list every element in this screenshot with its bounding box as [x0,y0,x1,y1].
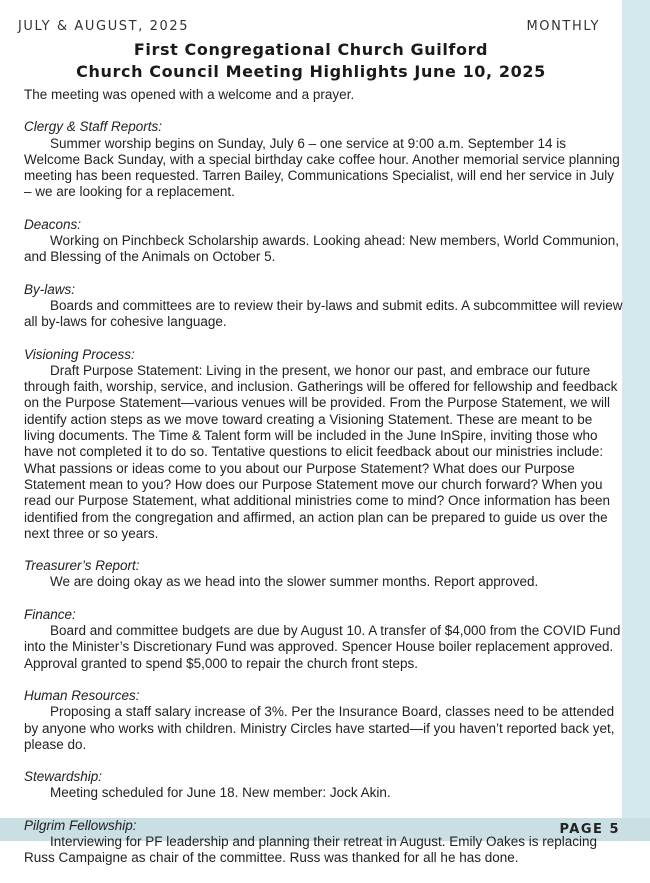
page-title-line1: First Congregational Church Guilford [133,40,489,59]
section-body: Meeting scheduled for June 18. New member: Jock Akin. [50,785,391,801]
page-number: PAGE 5 [559,822,620,837]
section-clergy-staff [24,119,624,200]
section-body: Summer worship begins on Sunday, July 6 – one service at 9:00 a.m. September 14 is Welcome Back Sunday, with a special birthday cake coffee hour. Another memorial service planning meeting has been requested. Tarren Bailey, Communications Specialist, will end her service in July – we are looking for a replacement. [24,135,620,200]
section-title: Finance: [24,606,76,622]
section-by-laws [24,282,624,331]
issue-date: JULY & AUGUST, 2025 [18,19,190,34]
section-visioning-process [24,347,624,543]
side-decorative-bar [622,0,650,841]
section-finance [24,607,624,672]
section-pilgrim-fellowship [24,818,624,867]
section-body: Proposing a staff salary increase of 3%. Per the Insurance Board, classes need to be attended by anyone who works with children. Ministry Circles have started—if you haven’t reported back yet, please do. [24,704,615,752]
section-title: By-laws: [24,281,76,297]
section-body: Interviewing for PF leadership and planning their retreat in August. Emily Oakes is replacing Russ Campaigne as chair of the committee. Russ was thanked for all he has done. [24,833,598,866]
section-treasurers-report [24,558,624,591]
section-body: Draft Purpose Statement: Living in the present, we honor our past, and embrace our future through faith, worship, service, and inclusion. Gatherings will be offered for fellowship and feedback on the Purpose Statement—various venues will be provided. From the Purpose Statement, we will identify action steps as we move toward creating a Visioning Statement. These are meant to be living documents. The Time & Talent form will be included in the June InSpire, inviting those who have not completed it to do so. Tentative questions to elicit feedback about our ministries include: What passions or ideas come to you about our Purpose Statement? What does our Purpose Statement mean to you? How does our Purpose Statement move our church forward? When you read our Purpose Statement, what additional ministries come to mind? Once information has been identified from the congregation and affirmed, an action plan can be prepared to guide us over the next three or so years. [24,362,618,541]
section-title: Stewardship: [24,769,103,785]
issue-frequency: MONTHLY [526,19,600,34]
section-title: Deacons: [24,216,82,232]
section-body: We are doing okay as we head into the slower summer months. Report approved. [50,574,539,590]
section-body: Boards and committees are to review their by-laws and submit edits. A subcommittee will review all by-laws for cohesive language. [24,297,623,330]
section-title: Treasurer’s Report: [24,558,140,574]
page-title-line2: Church Council Meeting Highlights June 10, 2025 [76,62,546,81]
intro-text: The meeting was opened with a welcome and a prayer. [24,87,355,102]
section-human-resources [24,688,624,753]
meeting-highlights [24,87,624,883]
section-title: Pilgrim Fellowship: [24,817,137,833]
section-title: Visioning Process: [24,346,135,362]
section-body: Working on Pinchbeck Scholarship awards. Looking ahead: New members, World Communion, and Blessing of the Animals on October 5. [24,233,620,265]
section-title: Human Resources: [24,687,140,703]
section-body: Board and committee budgets are due by August 10. A transfer of $4,000 from the COVID Fund into the Minister’s Discretionary Fund was approved. Spencer House boiler replacement approved. Approval granted to spend $5,000 to repair the church front steps. [24,623,621,671]
section-title: Clergy & Staff Reports: [24,119,163,135]
section-stewardship [24,769,624,802]
section-deacons [24,217,624,266]
